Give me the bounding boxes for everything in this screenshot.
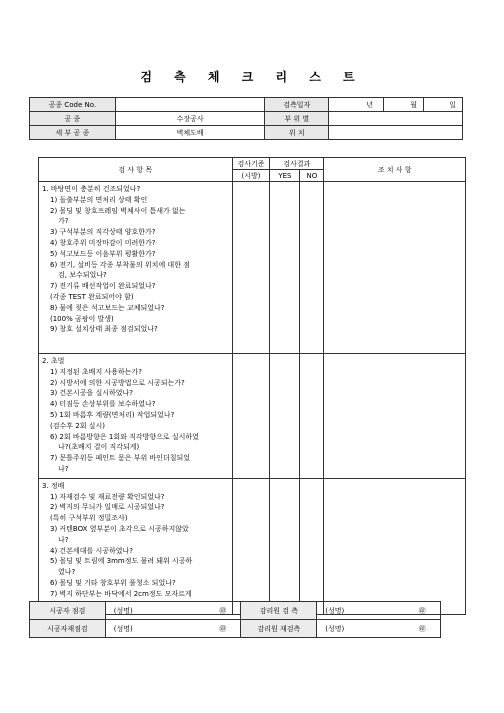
code-label: 공종 Code No. (30, 98, 116, 112)
section-3-items (39, 478, 233, 614)
signature-table (29, 601, 441, 638)
check-item: 2) 벽지의 무늬가 일매로 시공되었나? (50, 503, 165, 512)
check-item: 7) 문틀주위등 페인트 묻은 부위 바인더칠되었 (50, 454, 191, 463)
standard-cell[interactable] (232, 478, 270, 614)
check-item: 8) 물에 젖은 석고보드는 교체되었나? (50, 303, 165, 312)
col-standard-header: 검사기준 (232, 158, 270, 170)
sub-work-label: 세 부 공 종 (30, 126, 116, 140)
action-cell[interactable] (324, 478, 466, 614)
date-month[interactable]: 월 (384, 98, 424, 112)
seal-icon: ㊞ (205, 620, 241, 638)
check-item: 3) 건본시공을 실시하였나? (50, 389, 133, 398)
check-item: 9) 창호 설치상태 최종 점검되었나? (50, 325, 158, 334)
check-item: 검, 보수되었나? (58, 271, 107, 280)
check-item: 6) 2회 바름방향은 1회와 직각방향으로 실시하였 (50, 432, 199, 441)
check-item: 나?(초배지 결이 직각되게) (58, 443, 140, 452)
section-heading: 1. 바탕면이 충분히 건조되었나? (42, 185, 141, 193)
seal-icon: ㊞ (205, 602, 241, 620)
no-cell[interactable] (300, 354, 324, 479)
contractor-material-name[interactable]: (성명) (105, 620, 205, 638)
contractor-material-label: 시공자재점검 (30, 620, 106, 638)
section-heading: 2. 초벌 (42, 357, 65, 365)
supervisor-recheck-label: 감리원 재검측 (241, 620, 317, 638)
check-item: 였나? (58, 568, 76, 577)
action-cell[interactable] (324, 354, 466, 479)
work-type-label: 공 종 (30, 112, 116, 126)
check-item: 5) 석고보드등 이음부위 평활한가? (50, 249, 156, 258)
sub-work-value[interactable]: 벽체도배 (115, 126, 265, 140)
section-heading: 3. 정배 (42, 481, 65, 490)
check-item: 1) 돌출부분의 면처리 상태 확인 (50, 195, 148, 204)
yes-cell[interactable] (270, 182, 300, 354)
col-item-header: 검 사 항 목 (39, 158, 233, 182)
checklist-table (38, 157, 466, 615)
location-value[interactable] (329, 126, 463, 140)
supervisor-check-label: 감리원 검 측 (241, 602, 317, 620)
check-item: 4) 건본세대를 시공하였나? (50, 546, 133, 555)
check-item: 7) 전기류 배선작업이 완료되었나? (50, 282, 156, 291)
col-action-header: 조 치 사 항 (324, 158, 466, 182)
seal-icon: ㊞ (405, 602, 441, 620)
contractor-check-label: 시공자 점검 (30, 602, 106, 620)
check-item: 2) 몰딩 및 창호프레임 벽체사이 틈새가 없는 (50, 206, 186, 215)
contractor-check-name[interactable]: (성명) (105, 602, 205, 620)
check-item: 가? (58, 217, 69, 226)
col-yes-header: YES (270, 170, 300, 182)
col-result-header: 검사결과 (270, 158, 324, 170)
no-cell[interactable] (300, 478, 324, 614)
check-item: 5) 몰딩 및 트림에 3mm정도 물려 돼워 시공하 (50, 557, 193, 566)
date-year[interactable]: 년 (329, 98, 384, 112)
section-1-items (39, 182, 233, 354)
col-no-header: NO (300, 170, 324, 182)
col-standard-sub: (시방) (232, 170, 270, 182)
part-label: 부 위 별 (265, 112, 329, 126)
work-type-value[interactable]: 수장공사 (115, 112, 265, 126)
yes-cell[interactable] (270, 478, 300, 614)
page-title: 검 측 체 크 리 스 트 (140, 70, 364, 84)
section-2-items (39, 354, 233, 479)
check-item: 6) 전기, 설비등 각종 부착물의 위치에 대한 점 (50, 260, 190, 269)
check-item: 1) 지정된 초배지 사용하는가? (50, 367, 142, 376)
check-item: 나? (58, 464, 69, 473)
action-cell[interactable] (324, 182, 466, 354)
date-day[interactable]: 일 (424, 98, 463, 112)
location-label: 위 치 (265, 126, 329, 140)
standard-cell[interactable] (232, 354, 270, 479)
check-item: 6) 몰딩 및 기타 창호부위 풀청소 되었나? (50, 578, 176, 587)
check-item: 4) 터짐등 손상부위를 보수하였나? (50, 400, 156, 409)
check-item: 3) 커텐BOX 옆부분이 초각으로 시공하지않았 (50, 524, 189, 533)
check-item: (100% 곰팡이 발생) (50, 314, 114, 323)
check-item: 2) 시방서에 의한 시공방법으로 시공되는가? (50, 378, 185, 387)
check-item: 7) 벽지 하단부는 바닥에서 2cm정도 모자르게 (50, 589, 192, 598)
check-item: 3) 구석부분의 직각상태 양호한가? (50, 228, 156, 237)
yes-cell[interactable] (270, 354, 300, 479)
info-table (29, 97, 463, 140)
part-value[interactable] (329, 112, 463, 126)
inspection-date-label: 검측일자 (265, 98, 329, 112)
seal-icon: ㊞ (405, 620, 441, 638)
check-item: 5) 1회 바름후 계량(면처리) 작업되었나? (50, 410, 175, 419)
section-row (39, 182, 466, 354)
supervisor-check-name[interactable]: (성명) (317, 602, 405, 620)
check-item: 나? (58, 535, 69, 544)
check-item: 4) 창호주위 미장마감이 미려한가? (50, 238, 156, 247)
check-item: 1) 자재검수 및 재료전량 확인되었나? (50, 492, 165, 501)
section-row (39, 354, 466, 479)
code-value[interactable] (115, 98, 265, 112)
check-item: (특히 구석부위 정밀조사) (50, 514, 128, 523)
standard-cell[interactable] (232, 182, 270, 354)
no-cell[interactable] (300, 182, 324, 354)
supervisor-recheck-name[interactable]: (성명) (317, 620, 405, 638)
section-row (39, 478, 466, 614)
check-item: (각종 TEST 완료되어야 함) (50, 292, 134, 301)
check-item: (검수후 2회 실시) (50, 421, 105, 430)
